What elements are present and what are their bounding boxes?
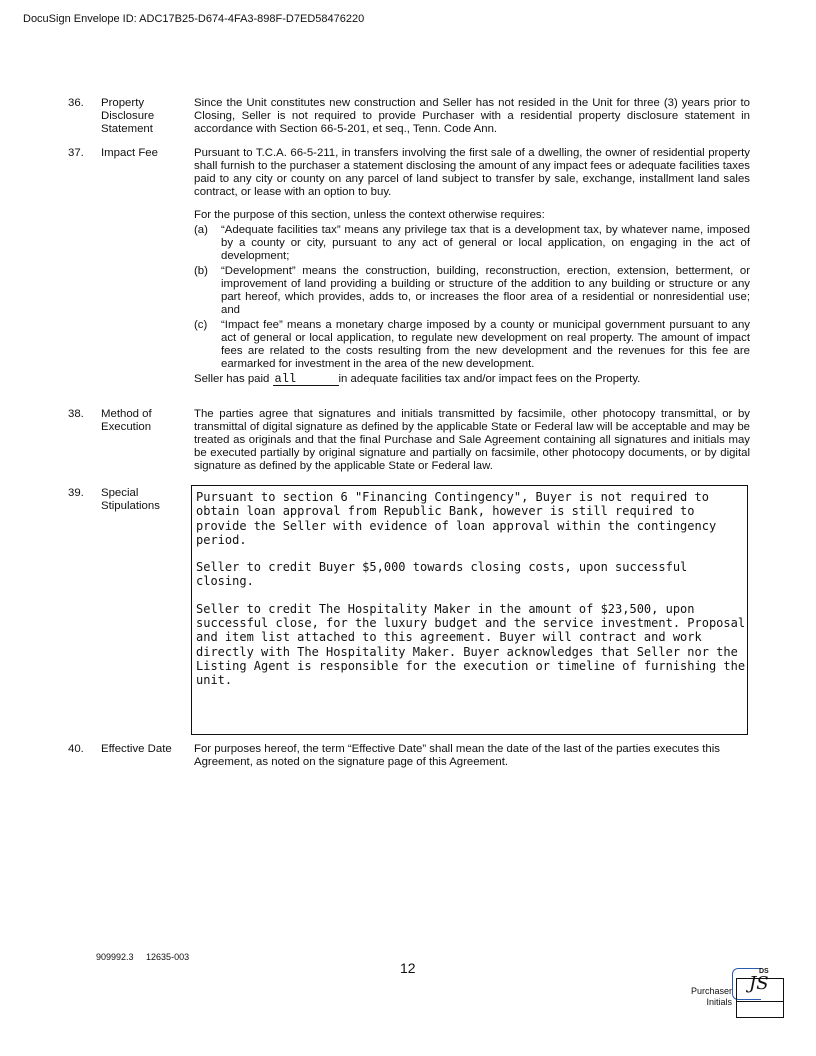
initials-divider [737,1001,783,1002]
definition-b [194,265,750,317]
section-number: 38. [68,408,84,420]
section-text: For purposes hereof, the term “Effective Date” shall mean the date of the last of the parties executes this Agreement, as noted on the signature page of this Agreement. [194,743,720,768]
initials-signature: JS [749,973,769,994]
stipulation-paragraph: Seller to credit Buyer $5,000 towards closing costs, upon successful closing. [196,560,688,589]
item-text: “Adequate facilities tax” means any privilege tax that is a development tax, by whatever name, imposed by a county or city, pursuant to any act of general or local application, on engaging in the act of development; [221,224,750,262]
paid-prefix: Seller has paid [194,373,270,385]
definitions-intro: For the purpose of this section, unless the context otherwise requires: [194,209,545,221]
envelope-id: DocuSign Envelope ID: ADC17B25-D674-4FA3-898F-D7ED58476220 [23,13,365,25]
paid-amount-field[interactable]: all [273,374,339,386]
item-key: (a) [194,224,208,236]
stipulation-paragraph: Pursuant to section 6 "Financing Contingency", Buyer is not required to obtain loan approval from Republic Bank, however is still required to provide the Seller with evidence of loan approval within the contingency period. [196,490,717,547]
item-key: (c) [194,319,208,331]
section-text: Since the Unit constitutes new construction and Seller has not resided in the Unit for three (3) years prior to Closing, Seller is not required to provide Purchaser with a residential property disclosure statement in accordance with Section 66-5-201, et seq., Tenn. Code Ann. [194,97,750,135]
stipulation-paragraph: Seller to credit The Hospitality Maker in the amount of $23,500, upon successful close, for the luxury budget and the service investment. Proposal and item list attached to this agreement. Buyer will contract and work directly with The Hospitality Maker. Buyer acknowledges that Seller nor the Listing Agent is responsible for the execution or timeline of furnishing the unit. [196,601,746,688]
definition-c [194,319,750,371]
document-reference: 909992.3 12635-003 [96,952,190,962]
section-number: 39. [68,487,84,499]
item-text: “Impact fee” means a monetary charge imposed by a county or municipal government pursuant to any act of general or local application, to regulate new development on real property. The amount of impact fees are related to the costs resulting from the new development and the revenues for this fee are earmarked for investment in the area of the new development. [221,319,750,370]
purchaser-initials-block [690,964,790,1020]
section-label: Property Disclosure Statement [101,97,155,135]
initials-label: Purchaser Initials [690,986,732,1007]
initials-field[interactable] [736,973,784,1018]
ds-tag: DS [759,968,769,975]
page-number: 12 [400,960,416,976]
impact-fee-paid-line [194,373,750,386]
section-text: Pursuant to T.C.A. 66-5-211, in transfers involving the first sale of a dwelling, the owner of residential property shall furnish to the purchaser a statement disclosing the amount of any impact fees or adequate facilities taxes paid to any city or county on any parcel of land subject to transfer by sale, exchange, installment land sales contract, or lease with an option to buy. [194,147,750,198]
section-number: 36. [68,97,84,109]
section-number: 37. [68,147,84,159]
section-label: Impact Fee [101,147,158,159]
section-label: Special Stipulations [101,487,160,512]
paid-suffix: in adequate facilities tax and/or impact fees on the Property. [338,373,641,385]
definition-a [194,224,750,263]
item-text: “Development” means the construction, building, reconstruction, erection, extension, betterment, or improvement of land providing a building or structure of the addition to any building or structure or any part hereof, which provides, adds to, or increases the floor area of a residential or nonresidential use; and [221,265,750,316]
section-text: The parties agree that signatures and initials transmitted by facsimile, other photocopy transmittal, or by transmittal of digital signature as defined by the applicable State or Federal law will be acceptable and may be treated as originals and that the final Purchase and Sale Agreement containing all signatures and initials may be executed partially by original signature and partially on facsimile, other photocopy documents, or by digital signature as defined by the applicable State or Federal law. [194,408,750,472]
special-stipulations-field[interactable] [191,485,748,735]
item-key: (b) [194,265,208,277]
section-label: Method of Execution [101,408,152,433]
section-label: Effective Date [101,743,172,755]
section-number: 40. [68,743,84,755]
